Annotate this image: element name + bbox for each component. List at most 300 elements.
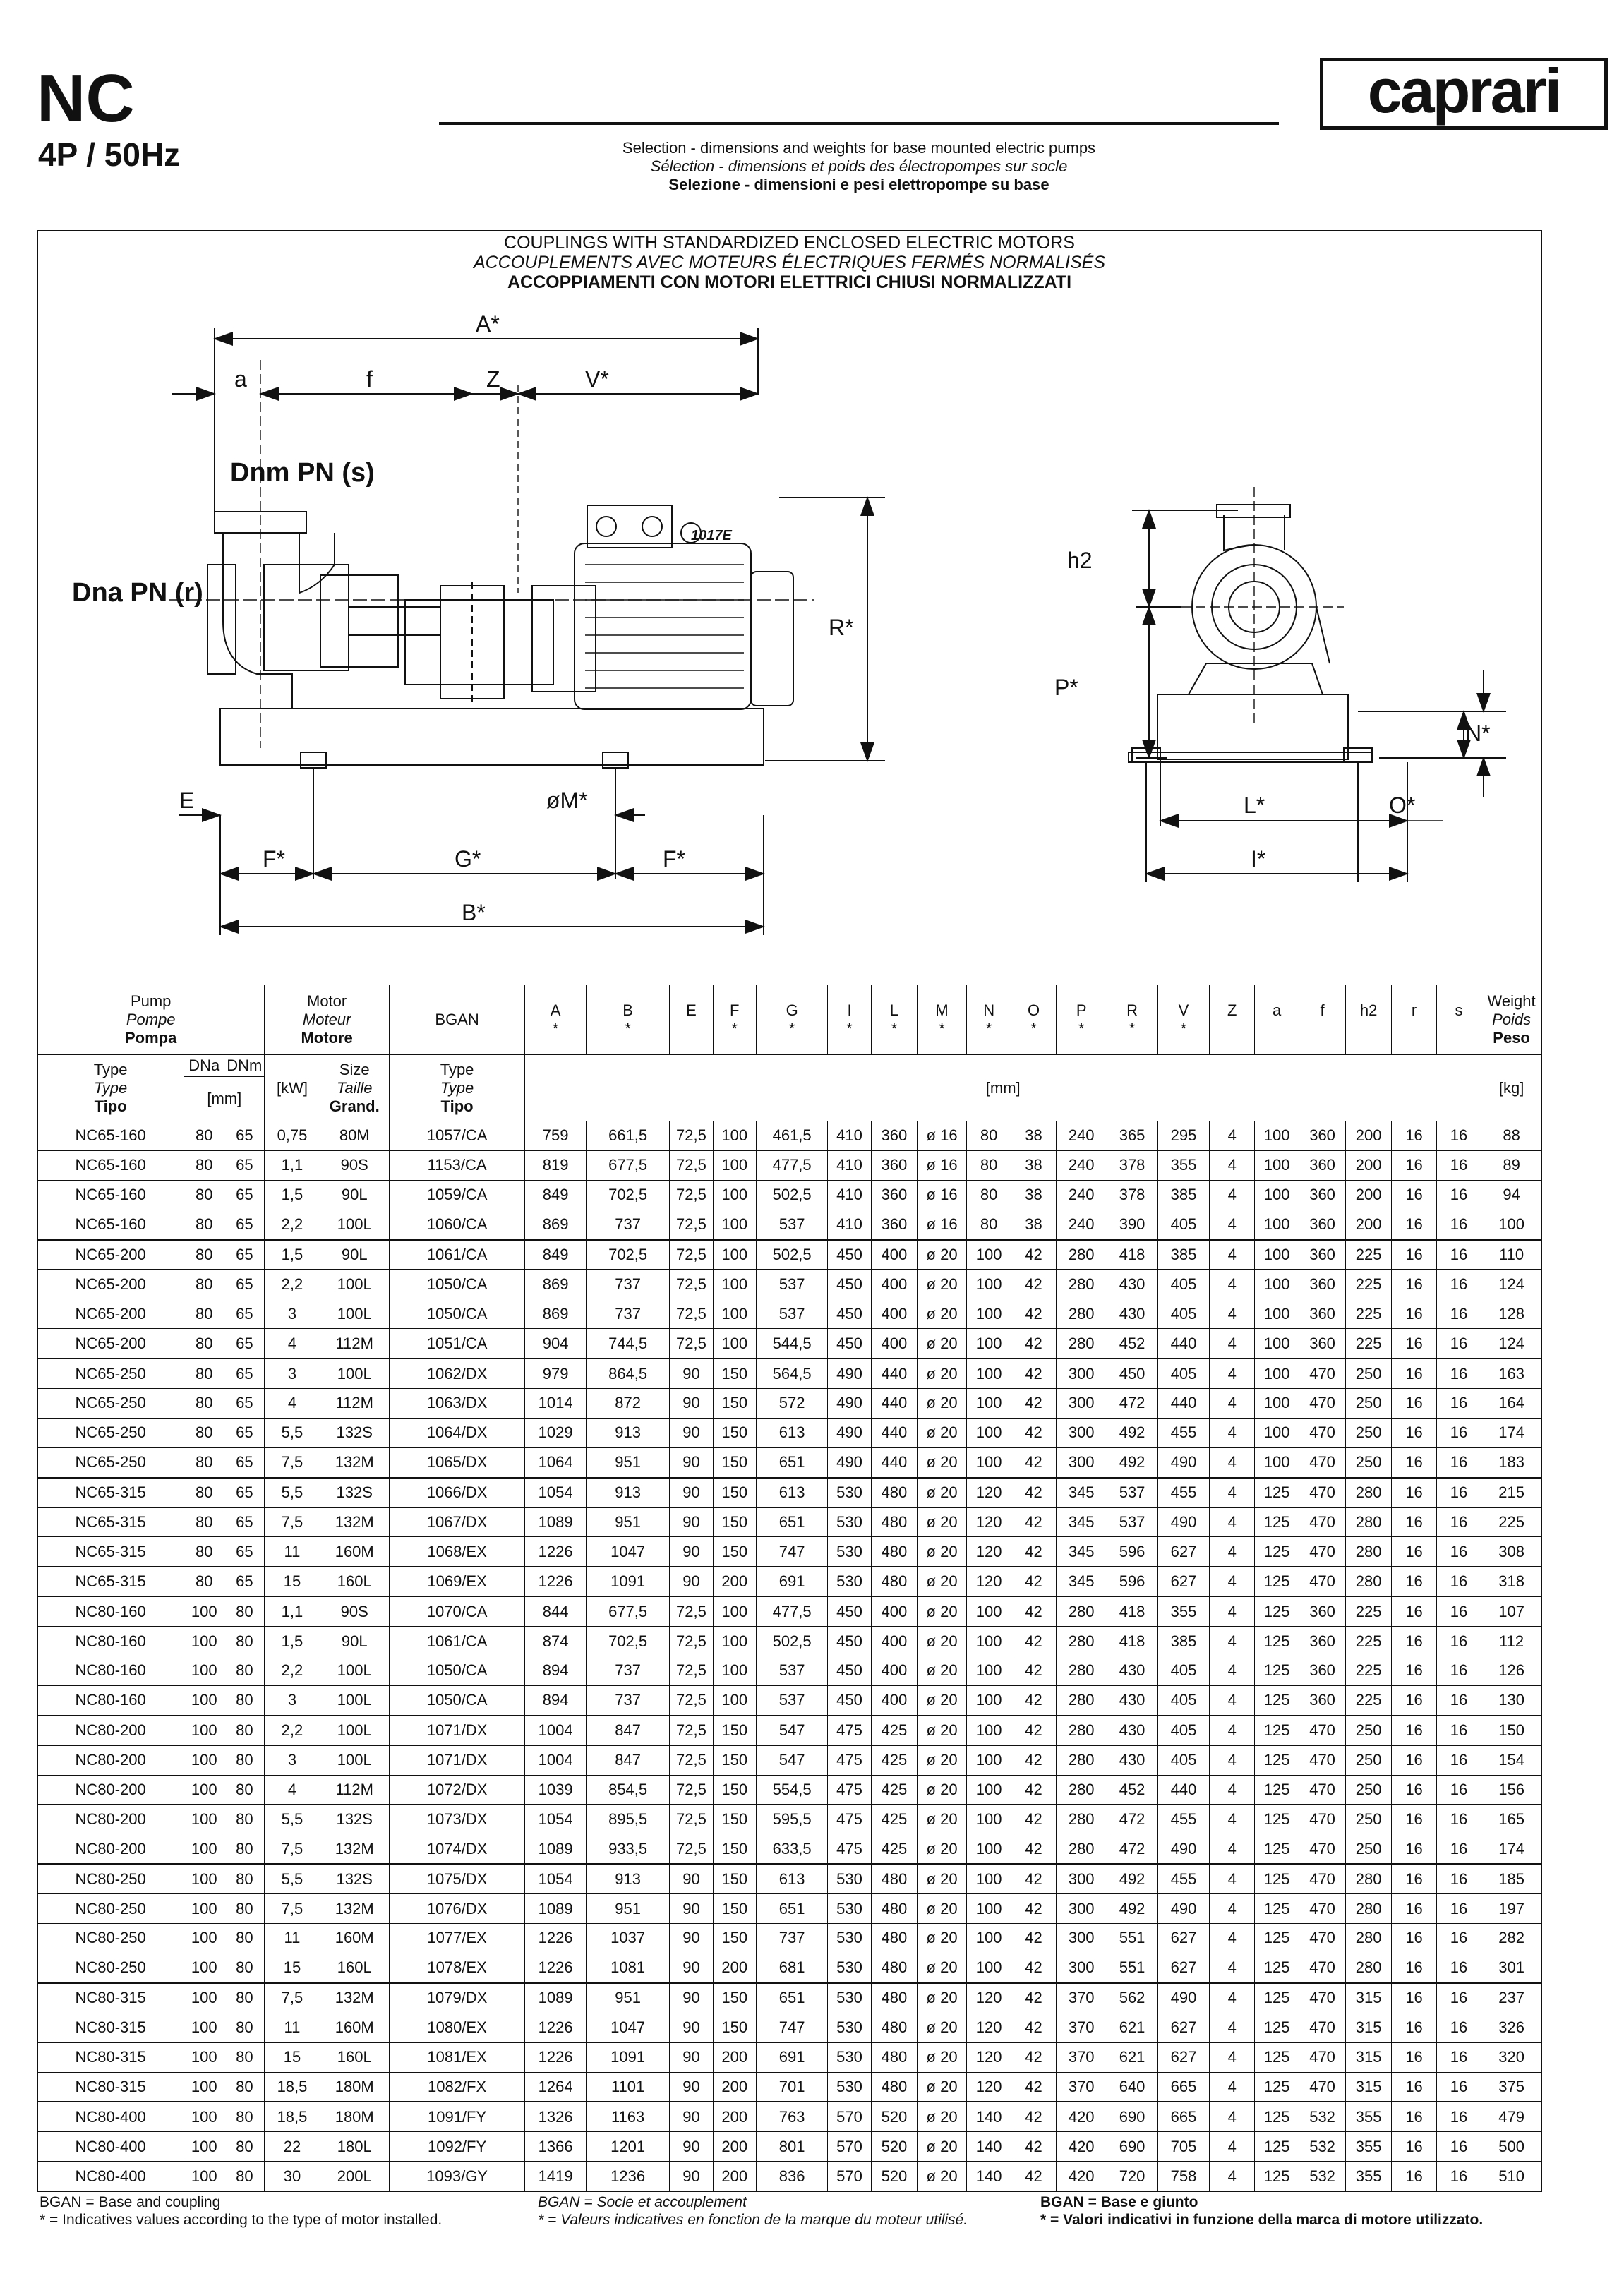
table-cell: 180L <box>320 2132 389 2162</box>
table-cell: 160M <box>320 2013 389 2042</box>
table-cell: 125 <box>1254 1596 1299 1626</box>
table-cell: 120 <box>966 1537 1011 1567</box>
table-cell: 1,5 <box>265 1627 320 1656</box>
table-cell: 596 <box>1107 1567 1157 1596</box>
table-cell: 16 <box>1436 1716 1481 1745</box>
table-cell: 1050/CA <box>389 1299 524 1329</box>
table-cell: 42 <box>1011 1953 1056 1982</box>
table-cell: 1101 <box>586 2072 669 2102</box>
table-cell: 4 <box>1210 1447 1254 1477</box>
table-cell: 100 <box>184 1656 224 1686</box>
table-cell: 4 <box>1210 1627 1254 1656</box>
table-cell: 100 <box>966 1716 1011 1745</box>
table-cell: 5,5 <box>265 1478 320 1507</box>
th-type <box>37 1055 184 1121</box>
table-cell: 470 <box>1299 1983 1346 2013</box>
table-cell: 125 <box>1254 1745 1299 1775</box>
table-cell: 185 <box>1481 1864 1542 1893</box>
table-cell: 537 <box>756 1270 827 1299</box>
table-cell: 1054 <box>525 1864 587 1893</box>
table-cell: 400 <box>871 1596 918 1626</box>
table-cell: 450 <box>1107 1359 1157 1388</box>
table-row <box>37 1270 1542 1299</box>
table-cell: 1091/FY <box>389 2102 524 2131</box>
table-cell: 42 <box>1011 1983 1056 2013</box>
table-cell: 280 <box>1345 1924 1392 1953</box>
table-cell: 80 <box>224 1745 265 1775</box>
table-cell: 844 <box>525 1596 587 1626</box>
dim-B: B* <box>462 900 486 925</box>
table-cell: 16 <box>1392 1656 1436 1686</box>
table-cell: NC80-200 <box>37 1775 184 1805</box>
table-cell: 38 <box>1011 1121 1056 1151</box>
table-cell: 1226 <box>525 1924 587 1953</box>
table-cell: 100 <box>1254 1329 1299 1359</box>
table-cell: 308 <box>1481 1537 1542 1567</box>
table-cell: 16 <box>1436 1418 1481 1447</box>
table-cell: 475 <box>828 1775 871 1805</box>
table-cell: 38 <box>1011 1150 1056 1180</box>
table-cell: 360 <box>1299 1210 1346 1239</box>
table-cell: 100 <box>966 1805 1011 1834</box>
table-cell: 16 <box>1392 2013 1436 2042</box>
table-cell: 280 <box>1056 1240 1107 1270</box>
table-cell: 1326 <box>525 2102 587 2131</box>
table-cell: 4 <box>1210 1716 1254 1745</box>
table-cell: 385 <box>1157 1627 1210 1656</box>
table-cell: 677,5 <box>586 1596 669 1626</box>
logo-text: caprari <box>1367 56 1560 126</box>
table-cell: 200 <box>1345 1180 1392 1210</box>
table-cell: 80 <box>224 1953 265 1982</box>
table-cell: 120 <box>966 1478 1011 1507</box>
table-cell: 16 <box>1392 1745 1436 1775</box>
table-cell: 472 <box>1107 1805 1157 1834</box>
suction-flange <box>207 565 236 674</box>
table-cell: 183 <box>1481 1447 1542 1477</box>
table-cell: 42 <box>1011 1478 1056 1507</box>
table-cell: 90 <box>670 1359 713 1388</box>
table-cell: 90 <box>670 2042 713 2072</box>
dim-V: V* <box>585 366 609 392</box>
table-cell: 100 <box>1254 1121 1299 1151</box>
table-cell: 4 <box>1210 1953 1254 1982</box>
table-cell: 200 <box>1345 1121 1392 1151</box>
table-cell: 88 <box>1481 1121 1542 1151</box>
table-cell: 2,2 <box>265 1270 320 1299</box>
table-cell: 120 <box>966 1983 1011 2013</box>
table-cell: ø 20 <box>918 1716 967 1745</box>
table-cell: 370 <box>1056 1983 1107 2013</box>
table-cell: 418 <box>1107 1627 1157 1656</box>
table-cell: 42 <box>1011 1359 1056 1388</box>
table-cell: 502,5 <box>756 1240 827 1270</box>
th-dim-a: a <box>1254 985 1299 1055</box>
table-cell: 90 <box>670 2162 713 2191</box>
table-cell: 400 <box>871 1685 918 1715</box>
table-cell: 440 <box>871 1359 918 1388</box>
table-cell: 80 <box>224 2072 265 2102</box>
table-cell: 90 <box>670 1537 713 1567</box>
th-type-it: Tipo <box>94 1097 127 1115</box>
th-dim-B: B * <box>586 985 669 1055</box>
table-cell: NC65-200 <box>37 1240 184 1270</box>
table-cell: 100 <box>713 1627 756 1656</box>
footer-bgan-en: BGAN = Base and coupling <box>40 2194 221 2210</box>
table-cell: 16 <box>1436 1389 1481 1419</box>
table-cell: 537 <box>756 1656 827 1686</box>
table-cell: 1093/GY <box>389 2162 524 2191</box>
table-cell: 1050/CA <box>389 1656 524 1686</box>
section-title <box>37 233 1542 292</box>
table-cell: 430 <box>1107 1656 1157 1686</box>
table-cell: 479 <box>1481 2102 1542 2131</box>
table-cell: 1014 <box>525 1389 587 1419</box>
table-cell: 1057/CA <box>389 1121 524 1151</box>
table-cell: 90 <box>670 1418 713 1447</box>
table-cell: ø 16 <box>918 1150 967 1180</box>
table-cell: 370 <box>1056 2042 1107 2072</box>
table-cell: 450 <box>828 1270 871 1299</box>
th-dim-O: O * <box>1011 985 1056 1055</box>
table-cell: 100 <box>966 1924 1011 1953</box>
table-cell: 250 <box>1345 1834 1392 1864</box>
table-cell: 100 <box>966 1389 1011 1419</box>
table-cell: 490 <box>1157 1894 1210 1924</box>
table-row <box>37 1685 1542 1715</box>
table-cell: 450 <box>828 1627 871 1656</box>
table-cell: 702,5 <box>586 1627 669 1656</box>
table-cell: 125 <box>1254 1537 1299 1567</box>
table-cell: ø 20 <box>918 1537 967 1567</box>
footer-note-fr: * = Valeurs indicatives en fonction de la marque du moteur utilisé. <box>538 2212 968 2228</box>
th-btype-it: Tipo <box>440 1097 474 1115</box>
table-cell: 200 <box>713 2132 756 2162</box>
table-cell: 1062/DX <box>389 1359 524 1388</box>
table-cell: 1071/DX <box>389 1716 524 1745</box>
table-cell: 530 <box>828 1894 871 1924</box>
th-pump-fr: Pompe <box>126 1011 176 1028</box>
dim-F-right: F* <box>663 846 685 872</box>
table-cell: 80 <box>966 1121 1011 1151</box>
table-cell: 80 <box>224 2013 265 2042</box>
table-cell: 554,5 <box>756 1775 827 1805</box>
table-cell: 100L <box>320 1656 389 1686</box>
table-cell: 410 <box>828 1150 871 1180</box>
table-cell: 164 <box>1481 1389 1542 1419</box>
table-cell: ø 20 <box>918 1447 967 1477</box>
table-cell: NC65-200 <box>37 1329 184 1359</box>
table-cell: 551 <box>1107 1924 1157 1953</box>
table-cell: NC80-315 <box>37 2042 184 2072</box>
table-cell: NC80-250 <box>37 1924 184 1953</box>
table-row <box>37 1180 1542 1210</box>
table-cell: 300 <box>1056 1953 1107 1982</box>
table-cell: 360 <box>871 1180 918 1210</box>
table-cell: 1064/DX <box>389 1418 524 1447</box>
table-cell: 16 <box>1436 1864 1481 1893</box>
table-cell: 737 <box>586 1685 669 1715</box>
table-cell: 500 <box>1481 2132 1542 2162</box>
table-cell: 100 <box>966 1299 1011 1329</box>
table-cell: 100 <box>713 1121 756 1151</box>
table-cell: 237 <box>1481 1983 1542 2013</box>
table-cell: 90S <box>320 1596 389 1626</box>
footer-fr <box>538 2193 968 2229</box>
table-cell: 42 <box>1011 1685 1056 1715</box>
table-cell: 100 <box>713 1180 756 1210</box>
table-row <box>37 1447 1542 1477</box>
th-dim-F: F * <box>713 985 756 1055</box>
table-cell: 530 <box>828 1983 871 2013</box>
table-cell: 90 <box>670 1507 713 1537</box>
table-cell: 562 <box>1107 1983 1157 2013</box>
table-cell: 410 <box>828 1121 871 1151</box>
table-cell: 1079/DX <box>389 1983 524 2013</box>
table-cell: 280 <box>1056 1745 1107 1775</box>
table-cell: 849 <box>525 1240 587 1270</box>
table-cell: 16 <box>1392 2042 1436 2072</box>
table-cell: 72,5 <box>670 1180 713 1210</box>
table-cell: 4 <box>265 1775 320 1805</box>
table-cell: 627 <box>1157 1924 1210 1953</box>
table-cell: 100 <box>184 1834 224 1864</box>
table-cell: 150 <box>713 1537 756 1567</box>
table-cell: 490 <box>1157 1834 1210 1864</box>
table-body <box>37 1121 1542 2191</box>
table-cell: 16 <box>1392 1150 1436 1180</box>
table-cell: 1076/DX <box>389 1894 524 1924</box>
table-row <box>37 1537 1542 1567</box>
table-cell: 4 <box>1210 1805 1254 1834</box>
table-cell: 492 <box>1107 1894 1157 1924</box>
table-cell: 225 <box>1481 1507 1542 1537</box>
th-weight-it: Peso <box>1493 1029 1530 1047</box>
table-cell: 4 <box>1210 1537 1254 1567</box>
dim-F-left: F* <box>263 846 285 872</box>
table-row <box>37 1805 1542 1834</box>
table-cell: 1051/CA <box>389 1329 524 1359</box>
table-cell: 490 <box>1157 1447 1210 1477</box>
th-kw: [kW] <box>265 1055 320 1121</box>
table-cell: 1047 <box>586 2013 669 2042</box>
footer-en <box>40 2193 442 2229</box>
table-cell: 90 <box>670 2072 713 2102</box>
table-cell: 537 <box>1107 1478 1157 1507</box>
table-cell: 100 <box>184 2162 224 2191</box>
table-cell: 640 <box>1107 2072 1157 2102</box>
table-cell: 16 <box>1392 1775 1436 1805</box>
table-cell: 5,5 <box>265 1805 320 1834</box>
section-title-it: ACCOPPIAMENTI CON MOTORI ELETTRICI CHIUSI NORMALIZZATI <box>507 272 1072 292</box>
table-cell: 530 <box>828 1924 871 1953</box>
table-row <box>37 1389 1542 1419</box>
table-cell: 547 <box>756 1716 827 1745</box>
table-cell: 1066/DX <box>389 1478 524 1507</box>
table-cell: 315 <box>1345 2013 1392 2042</box>
table-cell: 1089 <box>525 1983 587 2013</box>
table-cell: 470 <box>1299 2072 1346 2102</box>
table-cell: 1070/CA <box>389 1596 524 1626</box>
table-cell: 16 <box>1392 1567 1436 1596</box>
page-subtitle <box>439 139 1279 194</box>
table-cell: ø 20 <box>918 1389 967 1419</box>
table-cell: 470 <box>1299 1478 1346 1507</box>
series-title: NC <box>37 61 135 136</box>
table-cell: 1089 <box>525 1834 587 1864</box>
table-cell: 737 <box>756 1924 827 1953</box>
table-cell: 520 <box>871 2132 918 2162</box>
table-cell: 16 <box>1436 1656 1481 1686</box>
table-cell: 490 <box>1157 1507 1210 1537</box>
table-cell: 895,5 <box>586 1805 669 1834</box>
table-cell: 4 <box>1210 1864 1254 1893</box>
table-cell: 547 <box>756 1745 827 1775</box>
table-cell: 100 <box>184 1805 224 1834</box>
table-cell: 1092/FY <box>389 2132 524 2162</box>
table-cell: 112M <box>320 1329 389 1359</box>
table-cell: 100L <box>320 1270 389 1299</box>
table-row <box>37 1359 1542 1388</box>
table-cell: 16 <box>1392 2132 1436 2162</box>
table-cell: 125 <box>1254 1834 1299 1864</box>
table-cell: 42 <box>1011 2042 1056 2072</box>
table-cell: 530 <box>828 1507 871 1537</box>
table-cell: 530 <box>828 1567 871 1596</box>
table-cell: 570 <box>828 2132 871 2162</box>
table-cell: 132M <box>320 1983 389 2013</box>
table-cell: 197 <box>1481 1894 1542 1924</box>
th-dim-Z: Z <box>1210 985 1254 1055</box>
table-row <box>37 1507 1542 1537</box>
table-cell: 360 <box>1299 1329 1346 1359</box>
table-cell: 120 <box>966 2013 1011 2042</box>
table-cell: 651 <box>756 1447 827 1477</box>
table-cell: 295 <box>1157 1121 1210 1151</box>
table-cell: 913 <box>586 1478 669 1507</box>
table-cell: NC65-250 <box>37 1418 184 1447</box>
table-cell: 165 <box>1481 1805 1542 1834</box>
th-size-it: Grand. <box>329 1097 380 1115</box>
table-cell: 150 <box>713 1447 756 1477</box>
table-cell: 651 <box>756 1894 827 1924</box>
table-cell: 475 <box>828 1716 871 1745</box>
table-cell: 42 <box>1011 1507 1056 1537</box>
table-cell: 455 <box>1157 1478 1210 1507</box>
table-cell: 869 <box>525 1210 587 1239</box>
table-cell: 200 <box>713 2102 756 2131</box>
table-cell: 16 <box>1392 1834 1436 1864</box>
footer-note-en: * = Indicatives values according to the type of motor installed. <box>40 2212 443 2228</box>
table-cell: 65 <box>224 1299 265 1329</box>
table-cell: 150 <box>713 1805 756 1834</box>
table-cell: ø 20 <box>918 1775 967 1805</box>
table-cell: 16 <box>1436 2042 1481 2072</box>
table-cell: 160M <box>320 1924 389 1953</box>
table-cell: 375 <box>1481 2072 1542 2102</box>
table-cell: 42 <box>1011 1627 1056 1656</box>
table-cell: 90 <box>670 1567 713 1596</box>
table-cell: 150 <box>713 1894 756 1924</box>
table-cell: 42 <box>1011 2102 1056 2131</box>
table-cell: 318 <box>1481 1567 1542 1596</box>
table-cell: NC80-250 <box>37 1864 184 1893</box>
table-cell: 16 <box>1436 1953 1481 1982</box>
table-cell: 691 <box>756 1567 827 1596</box>
dim-a: a <box>234 366 247 392</box>
table-cell: 126 <box>1481 1656 1542 1686</box>
table-cell: 461,5 <box>756 1121 827 1151</box>
table-cell: 315 <box>1345 2042 1392 2072</box>
th-btype-fr: Type <box>440 1078 474 1097</box>
table-cell: 315 <box>1345 1983 1392 2013</box>
table-cell: 100L <box>320 1210 389 1239</box>
table-cell: 661,5 <box>586 1121 669 1151</box>
table-cell: 80 <box>224 1983 265 2013</box>
table-cell: 360 <box>871 1121 918 1151</box>
table-cell: NC80-315 <box>37 2013 184 2042</box>
table-cell: 4 <box>1210 1329 1254 1359</box>
table-cell: 42 <box>1011 1389 1056 1419</box>
table-cell: ø 20 <box>918 2042 967 2072</box>
table-cell: 480 <box>871 1924 918 1953</box>
table-cell: 16 <box>1436 1359 1481 1388</box>
table-cell: 480 <box>871 1864 918 1893</box>
table-cell: 80 <box>224 1805 265 1834</box>
th-weight-en: Weight <box>1487 992 1536 1010</box>
table-cell: 22 <box>265 2132 320 2162</box>
table-cell: ø 20 <box>918 1745 967 1775</box>
table-cell: 315 <box>1345 2072 1392 2102</box>
table-cell: 16 <box>1436 1299 1481 1329</box>
table-cell: 470 <box>1299 1894 1346 1924</box>
table-cell: 570 <box>828 2162 871 2191</box>
table-cell: 4 <box>1210 1685 1254 1715</box>
table-cell: 250 <box>1345 1389 1392 1419</box>
table-cell: 530 <box>828 1864 871 1893</box>
table-cell: 100 <box>713 1240 756 1270</box>
table-cell: 702,5 <box>586 1240 669 1270</box>
table-cell: 492 <box>1107 1418 1157 1447</box>
th-pump-en: Pump <box>130 992 172 1010</box>
table-cell: 1077/EX <box>389 1924 524 1953</box>
table-cell: NC80-400 <box>37 2162 184 2191</box>
table-cell: 240 <box>1056 1180 1107 1210</box>
table-cell: 16 <box>1436 1537 1481 1567</box>
th-dim-L: L * <box>871 985 918 1055</box>
table-cell: 100 <box>966 1685 1011 1715</box>
table-cell: 737 <box>586 1210 669 1239</box>
th-bgan: BGAN <box>389 985 524 1055</box>
table-cell: 72,5 <box>670 1270 713 1299</box>
table-cell: 225 <box>1345 1627 1392 1656</box>
coupling-guard <box>405 600 553 685</box>
table-cell: 530 <box>828 1953 871 1982</box>
table-cell: 470 <box>1299 2042 1346 2072</box>
table-cell: ø 20 <box>918 1953 967 1982</box>
table-cell: 470 <box>1299 1864 1346 1893</box>
table-cell: 16 <box>1436 1924 1481 1953</box>
table-cell: 80 <box>184 1507 224 1537</box>
dim-R: R* <box>829 615 854 640</box>
table-cell: 16 <box>1392 1953 1436 1982</box>
table-cell: 613 <box>756 1418 827 1447</box>
table-cell: 360 <box>1299 1685 1346 1715</box>
table-cell: 475 <box>828 1834 871 1864</box>
table-cell: 132S <box>320 1478 389 1507</box>
table-cell: 100 <box>713 1270 756 1299</box>
table-cell: 150 <box>713 1745 756 1775</box>
